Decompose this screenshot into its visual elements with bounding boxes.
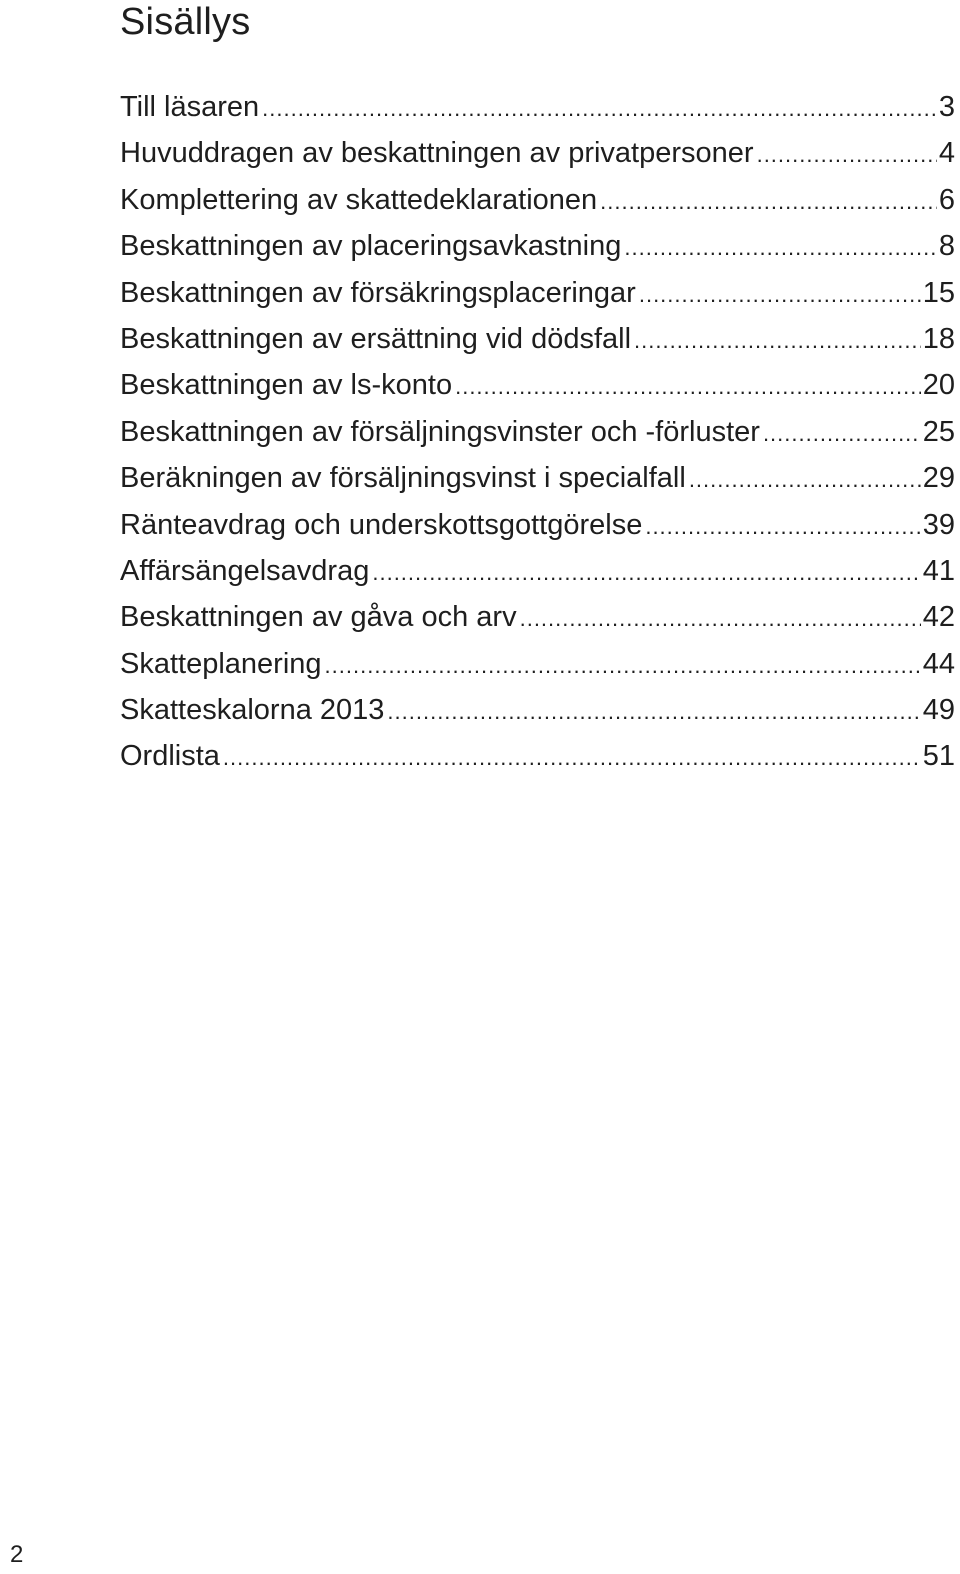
table-of-contents — [120, 84, 955, 780]
toc-entry[interactable] — [120, 733, 955, 779]
toc-entry-page: 20 — [922, 369, 955, 402]
toc-entry-page: 42 — [922, 601, 955, 634]
toc-entry[interactable] — [120, 455, 955, 501]
dot-leader — [262, 86, 937, 132]
toc-entry-label: Affärsängelsavdrag — [120, 554, 370, 587]
toc-entry[interactable] — [120, 502, 955, 548]
toc-entry[interactable] — [120, 594, 955, 640]
toc-entry-page: 41 — [922, 554, 955, 587]
toc-entry[interactable] — [120, 270, 955, 316]
toc-entry-label: Ränteavdrag och underskottsgottgörelse — [120, 508, 643, 541]
dot-leader — [600, 179, 937, 225]
toc-entry-page: 44 — [922, 647, 955, 680]
toc-entry-label: Beskattningen av gåva och arv — [120, 601, 517, 634]
dot-leader — [763, 411, 921, 457]
dot-leader — [520, 596, 921, 642]
page-title: Sisällys — [120, 1, 251, 43]
toc-entry-label: Beskattningen av försäljningsvinster och -förluster — [120, 415, 760, 448]
toc-entry-page: 15 — [922, 276, 955, 309]
toc-entry-label: Huvuddragen av beskattningen av privatpersoner — [120, 137, 754, 170]
dot-leader — [757, 132, 937, 178]
toc-entry-label: Komplettering av skattedeklarationen — [120, 183, 598, 216]
dot-leader — [223, 735, 921, 781]
dot-leader — [325, 643, 921, 689]
toc-entry-label: Skatteplanering — [120, 647, 322, 680]
dot-leader — [372, 550, 920, 596]
toc-entry[interactable] — [120, 177, 955, 223]
toc-entry-page: 8 — [938, 230, 955, 263]
toc-entry-page: 4 — [938, 137, 955, 170]
toc-entry[interactable] — [120, 84, 955, 130]
toc-entry-label: Skatteskalorna 2013 — [120, 694, 385, 727]
toc-entry[interactable] — [120, 223, 955, 269]
toc-entry-page: 25 — [922, 415, 955, 448]
toc-entry[interactable] — [120, 362, 955, 408]
toc-entry-label: Beskattningen av placeringsavkastning — [120, 230, 622, 263]
toc-entry-page: 49 — [922, 694, 955, 727]
dot-leader — [645, 504, 920, 550]
toc-entry-label: Beskattningen av ersättning vid dödsfall — [120, 322, 632, 355]
toc-entry-label: Beräkningen av försäljningsvinst i specialfall — [120, 462, 686, 495]
toc-entry-label: Beskattningen av försäkringsplaceringar — [120, 276, 636, 309]
dot-leader — [455, 364, 921, 410]
toc-entry-label: Till läsaren — [120, 91, 260, 123]
toc-entry-page: 6 — [938, 183, 955, 216]
toc-entry[interactable] — [120, 130, 955, 176]
page-number: 2 — [10, 1541, 24, 1568]
toc-entry[interactable] — [120, 641, 955, 687]
dot-leader — [689, 457, 921, 503]
toc-entry[interactable] — [120, 548, 955, 594]
dot-leader — [639, 272, 921, 318]
toc-entry[interactable] — [120, 409, 955, 455]
toc-entry-page: 29 — [922, 462, 955, 495]
toc-entry-page: 3 — [938, 91, 955, 123]
toc-entry[interactable] — [120, 687, 955, 733]
toc-entry-page: 18 — [922, 322, 955, 355]
toc-entry[interactable] — [120, 316, 955, 362]
dot-leader — [624, 225, 936, 271]
dot-leader — [387, 689, 920, 735]
toc-entry-page: 39 — [922, 508, 955, 541]
toc-entry-label: Beskattningen av ls-konto — [120, 369, 453, 402]
dot-leader — [634, 318, 921, 364]
toc-entry-page: 51 — [922, 740, 955, 773]
toc-entry-label: Ordlista — [120, 740, 220, 773]
